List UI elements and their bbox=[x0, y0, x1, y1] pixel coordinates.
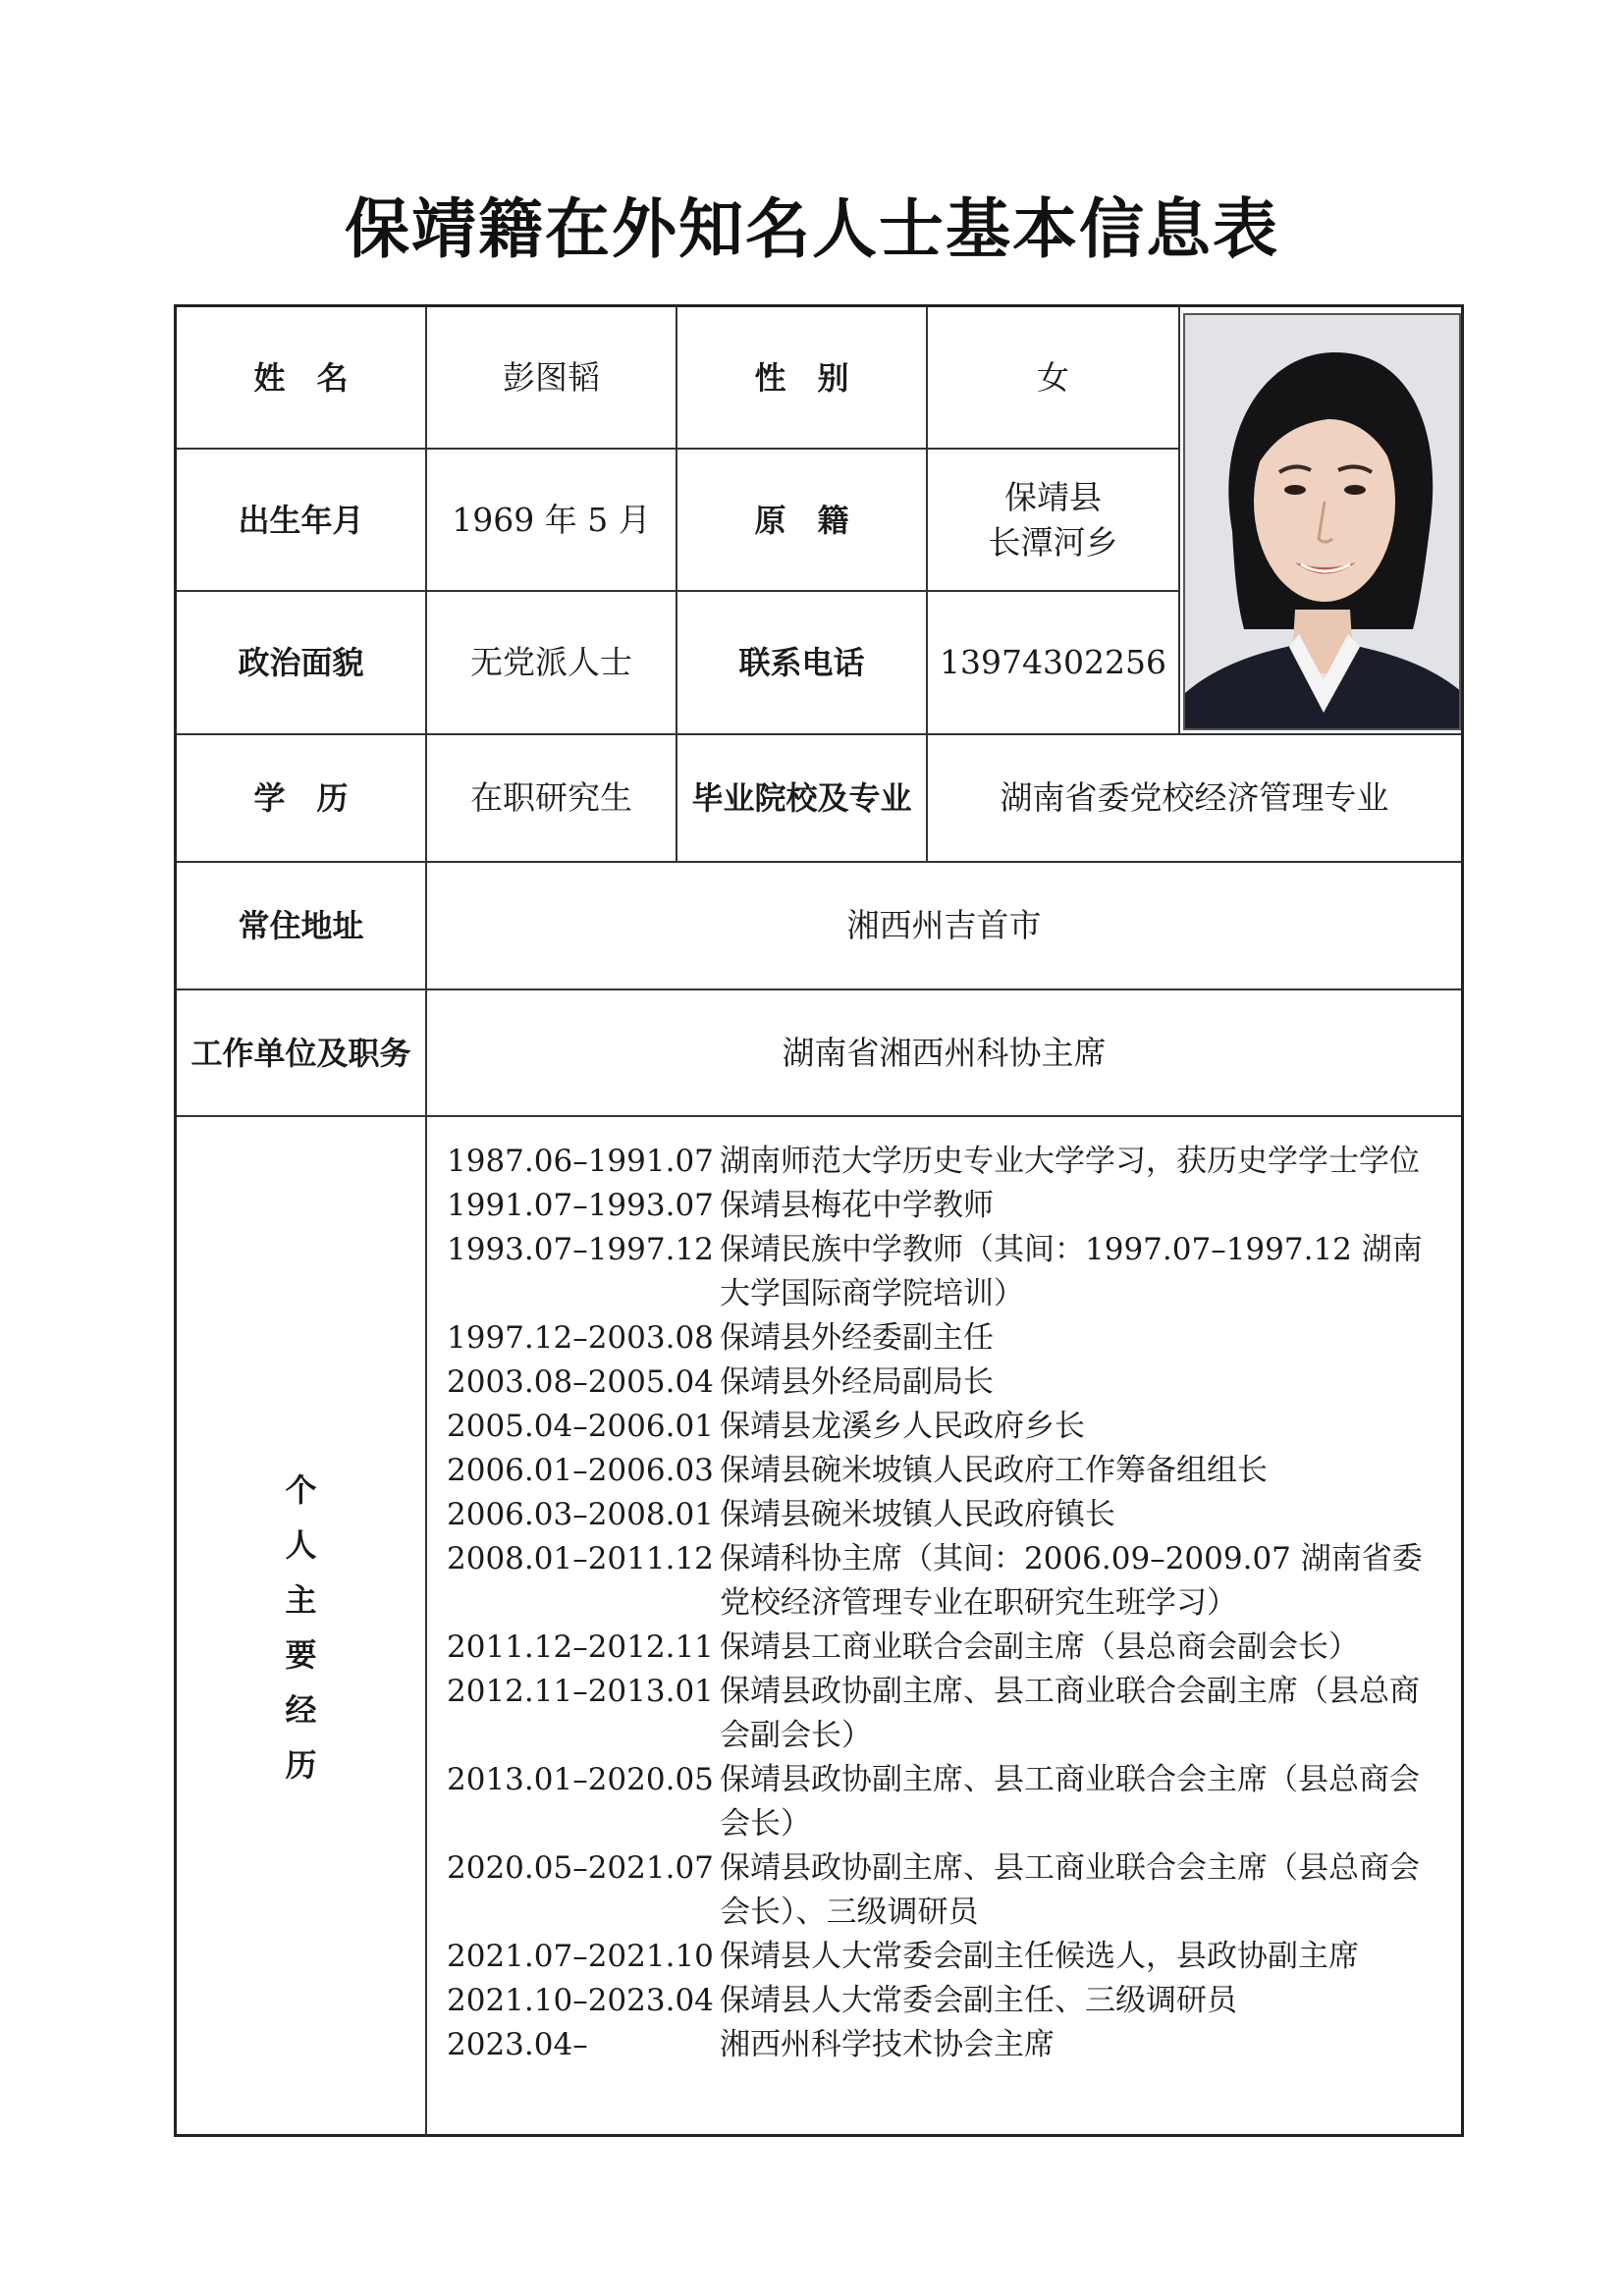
politics-value: 无党派人士 bbox=[470, 643, 632, 681]
career-period: 2008.01–2011.12 bbox=[447, 1541, 714, 1576]
career-desc: 保靖县外经局副局长 bbox=[720, 1364, 994, 1400]
politics-label: 政治面貌 bbox=[238, 644, 364, 681]
career-period: 2012.11–2013.01 bbox=[447, 1674, 714, 1709]
page-title: 保靖籍在外知名人士基本信息表 bbox=[345, 191, 1279, 267]
career-desc: 保靖县人大常委会副主任候选人，县政协副主席 bbox=[720, 1939, 1359, 1974]
school-label: 毕业院校及专业 bbox=[691, 779, 912, 817]
career-desc: 保靖科协主席（其间：2006.09–2009.07 湖南省委党校经济管理专业在职研究生班学习） bbox=[720, 1541, 1423, 1621]
address-label: 常住地址 bbox=[238, 907, 364, 944]
origin-line1: 保靖县 bbox=[1004, 477, 1102, 516]
education-value: 在职研究生 bbox=[470, 778, 632, 817]
career-desc: 保靖县外经委副主任 bbox=[720, 1320, 994, 1356]
career-row bbox=[447, 1405, 1448, 1449]
birth-value: 1969 年 5 月 bbox=[452, 500, 651, 539]
career-row bbox=[447, 1846, 1448, 1935]
education-label: 学 历 bbox=[253, 779, 349, 817]
career-row bbox=[447, 1979, 1448, 2023]
career-period: 2006.03–2008.01 bbox=[447, 1497, 714, 1532]
career-period: 2011.12–2012.11 bbox=[447, 1629, 714, 1665]
career-row bbox=[447, 1140, 1448, 1184]
work-value: 湖南省湘西州科协主席 bbox=[782, 1033, 1107, 1072]
career-row bbox=[447, 1935, 1448, 1979]
career-row bbox=[447, 1758, 1448, 1846]
career-desc: 保靖县政协副主席、县工商业联合会副主席（县总商会副会长） bbox=[720, 1674, 1420, 1753]
career-label-char: 个 bbox=[285, 1470, 317, 1509]
career-desc: 保靖县梅花中学教师 bbox=[720, 1188, 994, 1223]
career-period: 2013.01–2020.05 bbox=[447, 1762, 714, 1797]
birth-label: 出生年月 bbox=[238, 501, 364, 539]
origin-line2: 长潭河乡 bbox=[988, 522, 1118, 561]
career-period: 2006.01–2006.03 bbox=[447, 1453, 714, 1488]
career-period: 2003.08–2005.04 bbox=[447, 1364, 714, 1400]
career-label-char: 人 bbox=[285, 1525, 317, 1564]
career-period: 2005.04–2006.01 bbox=[447, 1409, 714, 1444]
career-row bbox=[447, 2023, 1448, 2067]
career-desc: 保靖县政协副主席、县工商业联合会主席（县总商会会长）、三级调研员 bbox=[720, 1850, 1420, 1930]
phone-label: 联系电话 bbox=[738, 644, 865, 681]
career-desc: 保靖县碗米坡镇人民政府镇长 bbox=[720, 1497, 1115, 1532]
origin-value bbox=[928, 450, 1178, 590]
career-desc: 湖南师范大学历史专业大学学习，获历史学学士学位 bbox=[720, 1144, 1420, 1179]
portrait-image bbox=[1185, 315, 1461, 730]
career-row bbox=[447, 1670, 1448, 1758]
career-label-char: 经 bbox=[285, 1690, 317, 1729]
career-row bbox=[447, 1316, 1448, 1361]
career-period: 2023.04– bbox=[447, 2027, 588, 2062]
gender-value: 女 bbox=[1037, 357, 1069, 397]
name-value: 彭图韬 bbox=[503, 357, 600, 397]
career-row bbox=[447, 1361, 1448, 1405]
career-label-char: 主 bbox=[285, 1580, 317, 1619]
career-period: 1987.06–1991.07 bbox=[447, 1144, 714, 1179]
career-desc: 湘西州科学技术协会主席 bbox=[720, 2027, 1055, 2062]
phone-value: 13974302256 bbox=[940, 643, 1166, 681]
career-label bbox=[177, 1117, 425, 2137]
career-label-char: 要 bbox=[285, 1635, 317, 1674]
career-label-char: 历 bbox=[285, 1745, 317, 1784]
career-row bbox=[447, 1184, 1448, 1228]
career-desc: 保靖县碗米坡镇人民政府工作筹备组组长 bbox=[720, 1453, 1268, 1488]
gender-label: 性 别 bbox=[754, 358, 849, 397]
career-desc: 保靖县政协副主席、县工商业联合会主席（县总商会会长） bbox=[720, 1762, 1420, 1842]
career-row bbox=[447, 1228, 1448, 1316]
career-desc: 保靖县工商业联合会副主席（县总商会副会长） bbox=[720, 1629, 1359, 1665]
career-row bbox=[447, 1493, 1448, 1537]
career-row bbox=[447, 1626, 1448, 1670]
career-period: 1991.07–1993.07 bbox=[447, 1188, 714, 1223]
career-period: 2020.05–2021.07 bbox=[447, 1850, 714, 1886]
address-value: 湘西州吉首市 bbox=[846, 906, 1042, 944]
info-form-table bbox=[174, 304, 1464, 2137]
career-period: 2021.07–2021.10 bbox=[447, 1939, 714, 1974]
career-row bbox=[447, 1537, 1448, 1626]
portrait-photo bbox=[1183, 313, 1461, 730]
career-row bbox=[447, 1449, 1448, 1493]
origin-label: 原 籍 bbox=[754, 501, 849, 539]
name-label: 姓 名 bbox=[253, 358, 349, 397]
career-period: 2021.10–2023.04 bbox=[447, 1983, 714, 2018]
career-desc: 保靖县人大常委会副主任、三级调研员 bbox=[720, 1983, 1237, 2018]
career-desc: 保靖县龙溪乡人民政府乡长 bbox=[720, 1409, 1085, 1444]
work-label: 工作单位及职务 bbox=[190, 1034, 411, 1072]
career-period: 1997.12–2003.08 bbox=[447, 1320, 714, 1356]
school-value: 湖南省委党校经济管理专业 bbox=[1000, 778, 1389, 817]
career-desc: 保靖民族中学教师（其间：1997.07–1997.12 湖南大学国际商学院培训） bbox=[720, 1232, 1423, 1311]
career-period: 1993.07–1997.12 bbox=[447, 1232, 714, 1267]
career-list bbox=[447, 1140, 1448, 2067]
